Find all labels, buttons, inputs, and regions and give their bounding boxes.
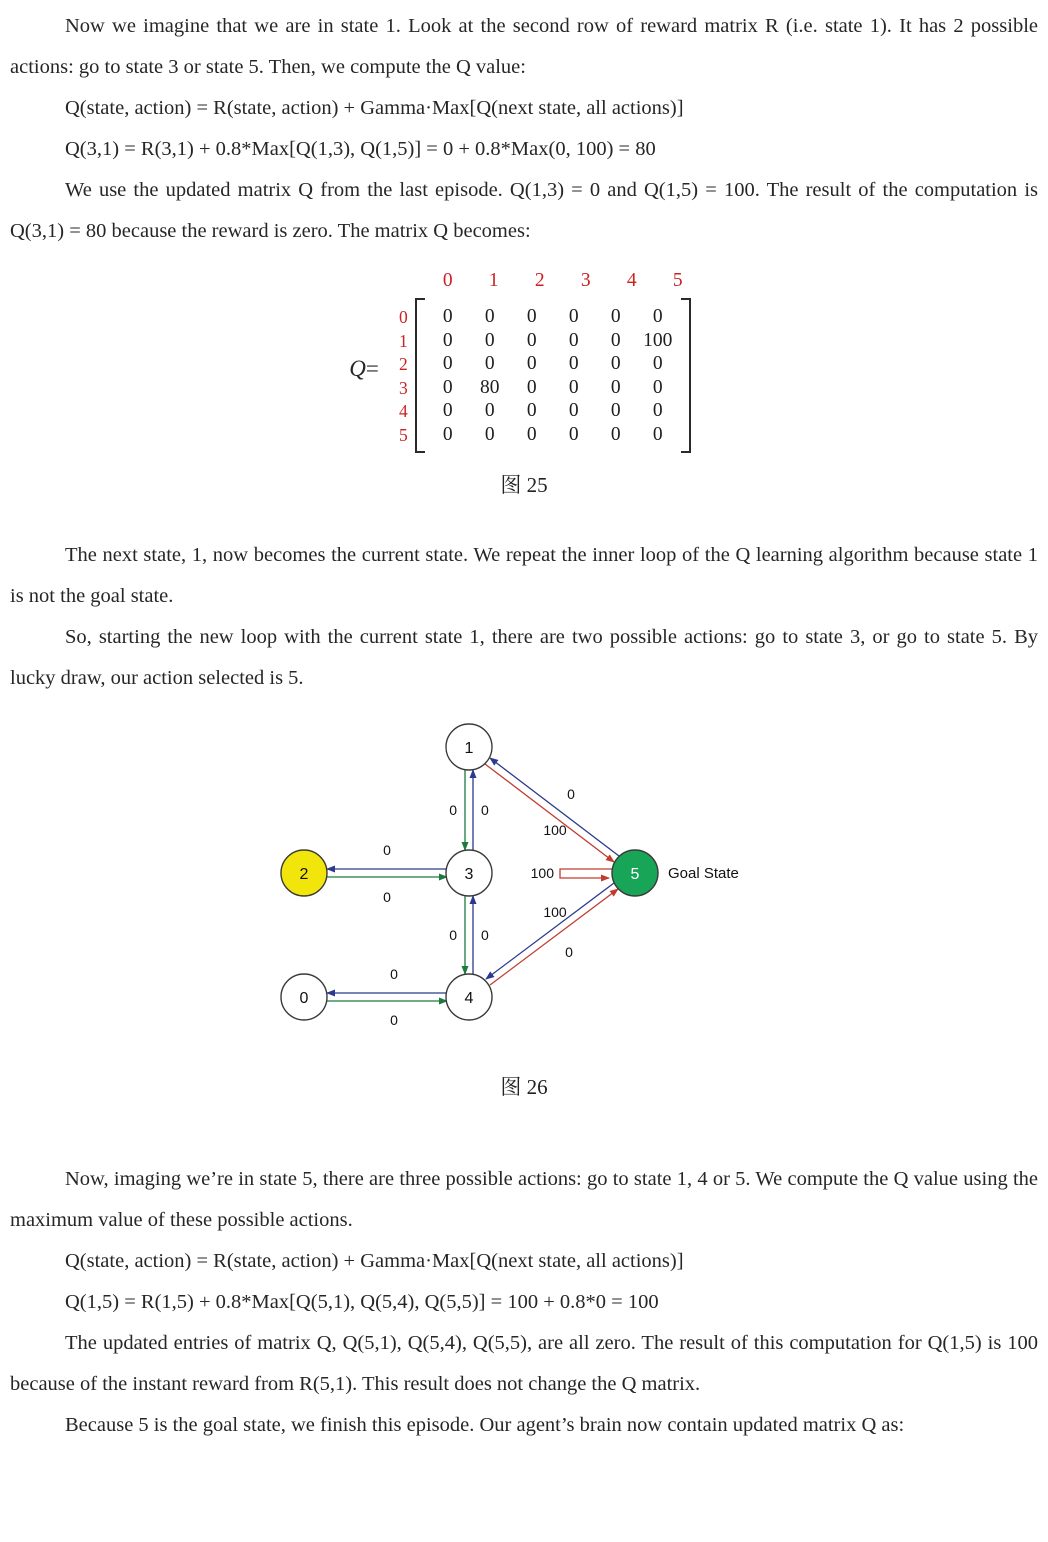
matrix-cell: 0 bbox=[568, 376, 579, 398]
matrix-col-header: 5 bbox=[672, 270, 683, 291]
matrix-q-equals bbox=[349, 356, 379, 382]
matrix-row-label: 2 bbox=[399, 354, 408, 374]
matrix-cell: 80 bbox=[480, 376, 500, 398]
matrix-cell: 0 bbox=[652, 400, 663, 421]
matrix-cell: 0 bbox=[442, 400, 453, 421]
figure-25-caption: 图 25 bbox=[500, 473, 548, 497]
matrix-cell: 0 bbox=[652, 376, 663, 398]
matrix-row-label: 5 bbox=[399, 424, 408, 445]
paragraph-episode-finish: Because 5 is the goal state, we finish this episode. Our agent’s brain now contain updated matrix Q as: bbox=[65, 1414, 905, 1436]
matrix-row-label: 0 bbox=[399, 307, 408, 327]
matrix-equals-sign: = bbox=[365, 356, 379, 381]
matrix-cell: 0 bbox=[568, 353, 579, 374]
goal-state-label: Goal State bbox=[668, 865, 739, 882]
edge-label: 0 bbox=[481, 802, 489, 818]
matrix-cell: 0 bbox=[484, 306, 495, 327]
edge-label: 0 bbox=[565, 944, 573, 960]
paragraph-state5: Now, imaging we’re in state 5, there are three possible actions: go to state 1, 4 or 5. We compute the Q value using the maximum value of these possible actions. bbox=[10, 1168, 1038, 1231]
matrix-row-label: 3 bbox=[399, 377, 408, 398]
matrix-col-header: 3 bbox=[580, 270, 591, 291]
equation-q-general-1: Q(state, action) = R(state, action) + Gamma·Max[Q(next state, all actions)] bbox=[65, 97, 684, 119]
state-node-3-label: 3 bbox=[464, 866, 474, 883]
matrix-row bbox=[427, 305, 679, 329]
paragraph-updated-entries: The updated entries of matrix Q, Q(5,1), Q(5,4), Q(5,5), are all zero. The result of this computation for Q(1,5) is 100 because of the instant reward from R(5,1). This result does not change the Q matrix. bbox=[10, 1332, 1038, 1395]
edge-label: 0 bbox=[383, 842, 391, 858]
matrix-cell: 0 bbox=[526, 329, 537, 351]
state-node-5-label: 5 bbox=[630, 866, 640, 883]
matrix-cell: 0 bbox=[652, 423, 663, 445]
state-graph-svg bbox=[264, 713, 784, 1045]
edge-label: 0 bbox=[449, 802, 457, 818]
state-node-2-label: 2 bbox=[299, 866, 309, 883]
matrix-col-header: 4 bbox=[626, 270, 637, 291]
edge-label: 0 bbox=[390, 1012, 398, 1028]
matrix-cell: 0 bbox=[442, 306, 453, 327]
matrix-cell: 0 bbox=[568, 306, 579, 327]
matrix-row bbox=[427, 352, 679, 376]
matrix-cell: 0 bbox=[442, 329, 453, 351]
matrix-cell: 0 bbox=[484, 353, 495, 374]
edge-label: 0 bbox=[481, 927, 489, 943]
matrix-left-bracket bbox=[415, 298, 425, 453]
matrix-cell: 0 bbox=[442, 423, 453, 445]
edge-1-to-5 bbox=[485, 764, 614, 862]
edge-5-self-loop bbox=[560, 869, 612, 878]
figure-26-caption: 图 26 bbox=[500, 1075, 548, 1099]
matrix-cell: 0 bbox=[526, 376, 537, 398]
matrix-cell: 0 bbox=[610, 329, 621, 351]
matrix-cell: 0 bbox=[568, 329, 579, 351]
matrix-cell: 0 bbox=[610, 306, 621, 327]
equation-q31: Q(3,1) = R(3,1) + 0.8*Max[Q(1,3), Q(1,5)] = 0 + 0.8*Max(0, 100) = 80 bbox=[65, 138, 656, 160]
paragraph-new-loop: So, starting the new loop with the current state 1, there are two possible actions: go to state 3, or go to state 5. By lucky draw, our action selected is 5. bbox=[10, 626, 1038, 689]
matrix-cell: 0 bbox=[442, 353, 453, 374]
matrix-row bbox=[427, 329, 679, 353]
edge-label: 100 bbox=[530, 865, 554, 881]
matrix-cell: 0 bbox=[526, 423, 537, 445]
equation-q-general-2: Q(state, action) = R(state, action) + Gamma·Max[Q(next state, all actions)] bbox=[65, 1250, 684, 1272]
matrix-cell: 0 bbox=[484, 423, 495, 445]
state-node-1-label: 1 bbox=[464, 740, 474, 757]
matrix-cell: 0 bbox=[652, 353, 663, 374]
edge-label: 0 bbox=[449, 927, 457, 943]
paragraph-state1-intro: Now we imagine that we are in state 1. Look at the second row of reward matrix R (i.e. state 1). It has 2 possible actions: go to state 3 or state 5. Then, we compute the Q value: bbox=[10, 15, 1038, 78]
matrix-cell: 0 bbox=[526, 353, 537, 374]
matrix-cell: 0 bbox=[442, 376, 453, 398]
edge-label: 100 bbox=[543, 822, 567, 838]
matrix-cell: 0 bbox=[484, 400, 495, 421]
matrix-row bbox=[427, 376, 679, 400]
matrix-right-bracket bbox=[681, 298, 691, 453]
matrix-cell: 0 bbox=[568, 400, 579, 421]
matrix-row-labels bbox=[389, 306, 415, 447]
edge-label: 0 bbox=[383, 889, 391, 905]
paragraph-next-state: The next state, 1, now becomes the current state. We repeat the inner loop of the Q learning algorithm because state 1 is not the goal state. bbox=[10, 544, 1038, 607]
matrix-cell: 0 bbox=[610, 400, 621, 421]
matrix-row-label: 4 bbox=[399, 401, 408, 421]
edge-label: 100 bbox=[543, 904, 567, 920]
matrix-cell: 100 bbox=[643, 329, 673, 351]
matrix-values bbox=[425, 298, 681, 453]
matrix-cell: 0 bbox=[610, 376, 621, 398]
matrix-cell: 0 bbox=[568, 423, 579, 445]
paragraph-updated-matrix: We use the updated matrix Q from the last episode. Q(1,3) = 0 and Q(1,5) = 100. The result of the computation is Q(3,1) = 80 because the reward is zero. The matrix Q becomes: bbox=[10, 179, 1038, 242]
spacer bbox=[10, 1129, 1038, 1159]
matrix-col-header: 2 bbox=[534, 270, 545, 291]
equation-q15: Q(1,5) = R(1,5) + 0.8*Max[Q(5,1), Q(5,4), Q(5,5)] = 100 + 0.8*0 = 100 bbox=[65, 1291, 659, 1313]
matrix-cell: 0 bbox=[526, 306, 537, 327]
matrix-row-label: 1 bbox=[399, 330, 408, 351]
matrix-cell: 0 bbox=[526, 400, 537, 421]
state-graph-figure bbox=[10, 713, 1038, 1045]
matrix-row bbox=[427, 399, 679, 423]
state-node-4-label: 4 bbox=[464, 990, 474, 1007]
state-node-0-label: 0 bbox=[299, 990, 309, 1007]
matrix-q-symbol: Q bbox=[349, 356, 366, 381]
matrix-col-header: 0 bbox=[442, 270, 453, 291]
matrix-cell: 0 bbox=[484, 329, 495, 351]
matrix-col-header: 1 bbox=[488, 270, 499, 291]
edge-5-to-4 bbox=[486, 883, 614, 979]
edge-label: 0 bbox=[567, 786, 575, 802]
matrix-cell: 0 bbox=[610, 423, 621, 445]
matrix-column-headers bbox=[415, 268, 699, 298]
matrix-cell: 0 bbox=[652, 306, 663, 327]
edge-5-to-1 bbox=[490, 758, 619, 856]
matrix-row bbox=[427, 423, 679, 447]
matrix-cell: 0 bbox=[610, 353, 621, 374]
q-matrix bbox=[10, 268, 1038, 453]
edge-label: 0 bbox=[390, 966, 398, 982]
